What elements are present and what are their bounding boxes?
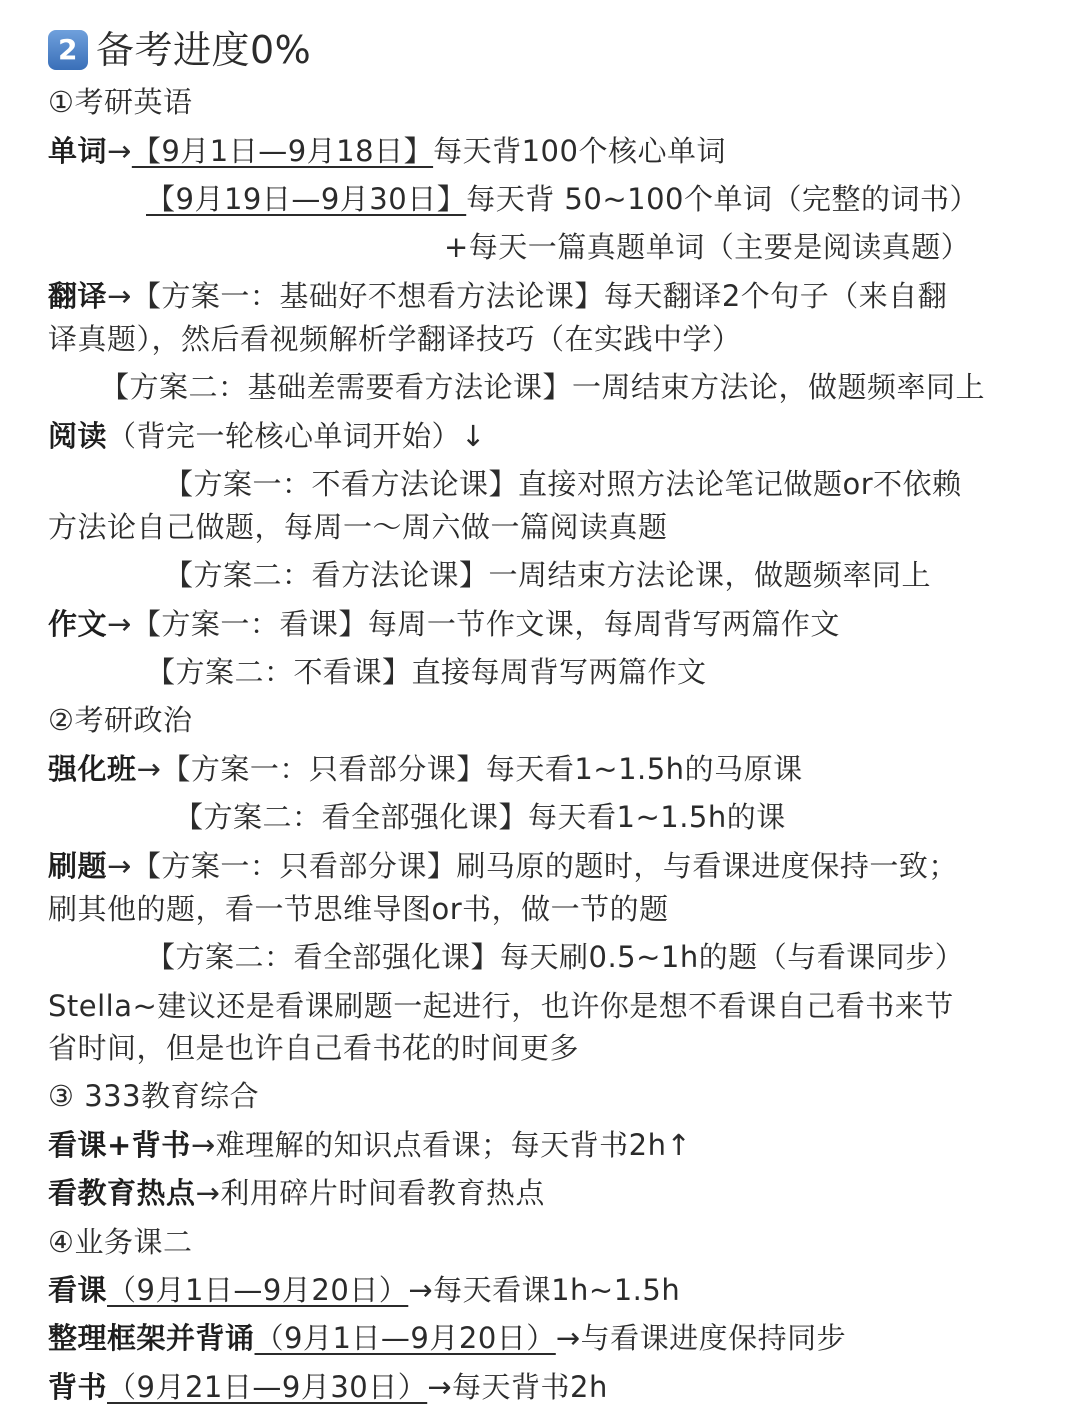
vocab-plan-2: 每天背 50~100个单词（完整的词书） bbox=[466, 182, 979, 216]
page-title bbox=[48, 25, 311, 75]
practice-line-3: 【方案二：看全部强化课】每天刷0.5~1h的题（与看课同步） bbox=[146, 940, 965, 974]
reading-line-4: 【方案二：看方法论课】一周结束方法论课，做题频率同上 bbox=[164, 558, 932, 592]
section-heading-politics: ②考研政治 bbox=[48, 703, 193, 737]
writing-label: 作文 bbox=[48, 607, 108, 641]
practice-label: 刷题 bbox=[48, 849, 108, 883]
intensive-plan-1: →【方案一：只看部分课】每天看1~1.5h的马原课 bbox=[136, 752, 803, 786]
major-label-3: 背书 bbox=[48, 1370, 108, 1404]
education-label-1: 看课+背书 bbox=[48, 1128, 191, 1162]
writing-line-2: 【方案二：不看课】直接每周背写两篇作文 bbox=[146, 655, 707, 689]
education-line-1 bbox=[48, 1125, 691, 1165]
major-line-3 bbox=[48, 1367, 608, 1407]
writing-line-1 bbox=[48, 604, 840, 644]
vocab-line-1 bbox=[48, 131, 726, 171]
vocab-label: 单词 bbox=[48, 134, 108, 168]
intensive-line-1 bbox=[48, 749, 803, 789]
practice-line-2: 刷其他的题，看一节思维导图or书，做一节的题 bbox=[48, 892, 669, 926]
education-label-2: 看教育热点 bbox=[48, 1176, 196, 1210]
intensive-line-2: 【方案二：看全部强化课】每天看1~1.5h的课 bbox=[174, 800, 786, 834]
major-text-1: →每天看课1h~1.5h bbox=[408, 1273, 681, 1307]
translation-plan-1: →【方案一：基础好不想看方法论课】每天翻译2个句子（来自翻 bbox=[107, 279, 948, 313]
reading-line-2: 【方案一：不看方法论课】直接对照方法论笔记做题or不依赖 bbox=[164, 467, 962, 501]
major-date-range-1: （9月1日—9月20日） bbox=[107, 1273, 409, 1307]
education-line-2 bbox=[48, 1173, 545, 1213]
reading-line-1 bbox=[48, 416, 486, 456]
section-heading-education: ③ 333教育综合 bbox=[48, 1079, 260, 1113]
intensive-label: 强化班 bbox=[48, 752, 137, 786]
major-line-1 bbox=[48, 1270, 680, 1310]
reading-label: 阅读 bbox=[48, 419, 108, 453]
vocab-line-2 bbox=[146, 179, 979, 219]
section-heading-major: ④业务课二 bbox=[48, 1225, 193, 1259]
vocab-arrow: → bbox=[107, 134, 132, 168]
number-badge: 2 bbox=[48, 30, 88, 70]
vocab-date-range-1: 【9月1日—9月18日】 bbox=[131, 134, 434, 168]
translation-line-3: 【方案二：基础差需要看方法论课】一周结束方法论，做题频率同上 bbox=[100, 370, 986, 404]
practice-plan-1: →【方案一：只看部分课】刷马原的题时，与看课进度保持一致； bbox=[107, 849, 958, 883]
translation-line-2: 译真题），然后看视频解析学翻译技巧（在实践中学） bbox=[48, 322, 742, 356]
education-text-1: →难理解的知识点看课；每天背书2h↑ bbox=[190, 1128, 692, 1162]
major-label-2: 整理框架并背诵 bbox=[48, 1321, 255, 1355]
major-text-2: →与看课进度保持同步 bbox=[555, 1321, 847, 1355]
major-text-3: →每天背书2h bbox=[427, 1370, 608, 1404]
translation-label: 翻译 bbox=[48, 279, 108, 313]
reading-note: （背完一轮核心单词开始）↓ bbox=[107, 419, 486, 453]
vocab-date-range-2: 【9月19日—9月30日】 bbox=[146, 182, 467, 216]
major-line-2 bbox=[48, 1318, 846, 1358]
section-heading-english: ①考研英语 bbox=[48, 85, 193, 119]
title-text: 备考进度0% bbox=[96, 28, 312, 72]
writing-plan-1: →【方案一：看课】每周一节作文课，每周背写两篇作文 bbox=[107, 607, 840, 641]
major-date-range-3: （9月21日—9月30日） bbox=[107, 1370, 428, 1404]
advice-line-1: Stella~建议还是看课刷题一起进行，也许你是想不看课自己看书来节 bbox=[48, 989, 954, 1023]
vocab-plan-1: 每天背100个核心单词 bbox=[433, 134, 726, 168]
education-text-2: →利用碎片时间看教育热点 bbox=[195, 1176, 545, 1210]
reading-line-3: 方法论自己做题，每周一～周六做一篇阅读真题 bbox=[48, 510, 668, 544]
advice-line-2: 省时间，但是也许自己看书花的时间更多 bbox=[48, 1031, 580, 1065]
translation-line-1 bbox=[48, 276, 947, 316]
major-label-1: 看课 bbox=[48, 1273, 108, 1307]
major-date-range-2: （9月1日—9月20日） bbox=[254, 1321, 556, 1355]
vocab-line-3: +每天一篇真题单词（主要是阅读真题） bbox=[444, 230, 971, 264]
practice-line-1 bbox=[48, 846, 958, 886]
